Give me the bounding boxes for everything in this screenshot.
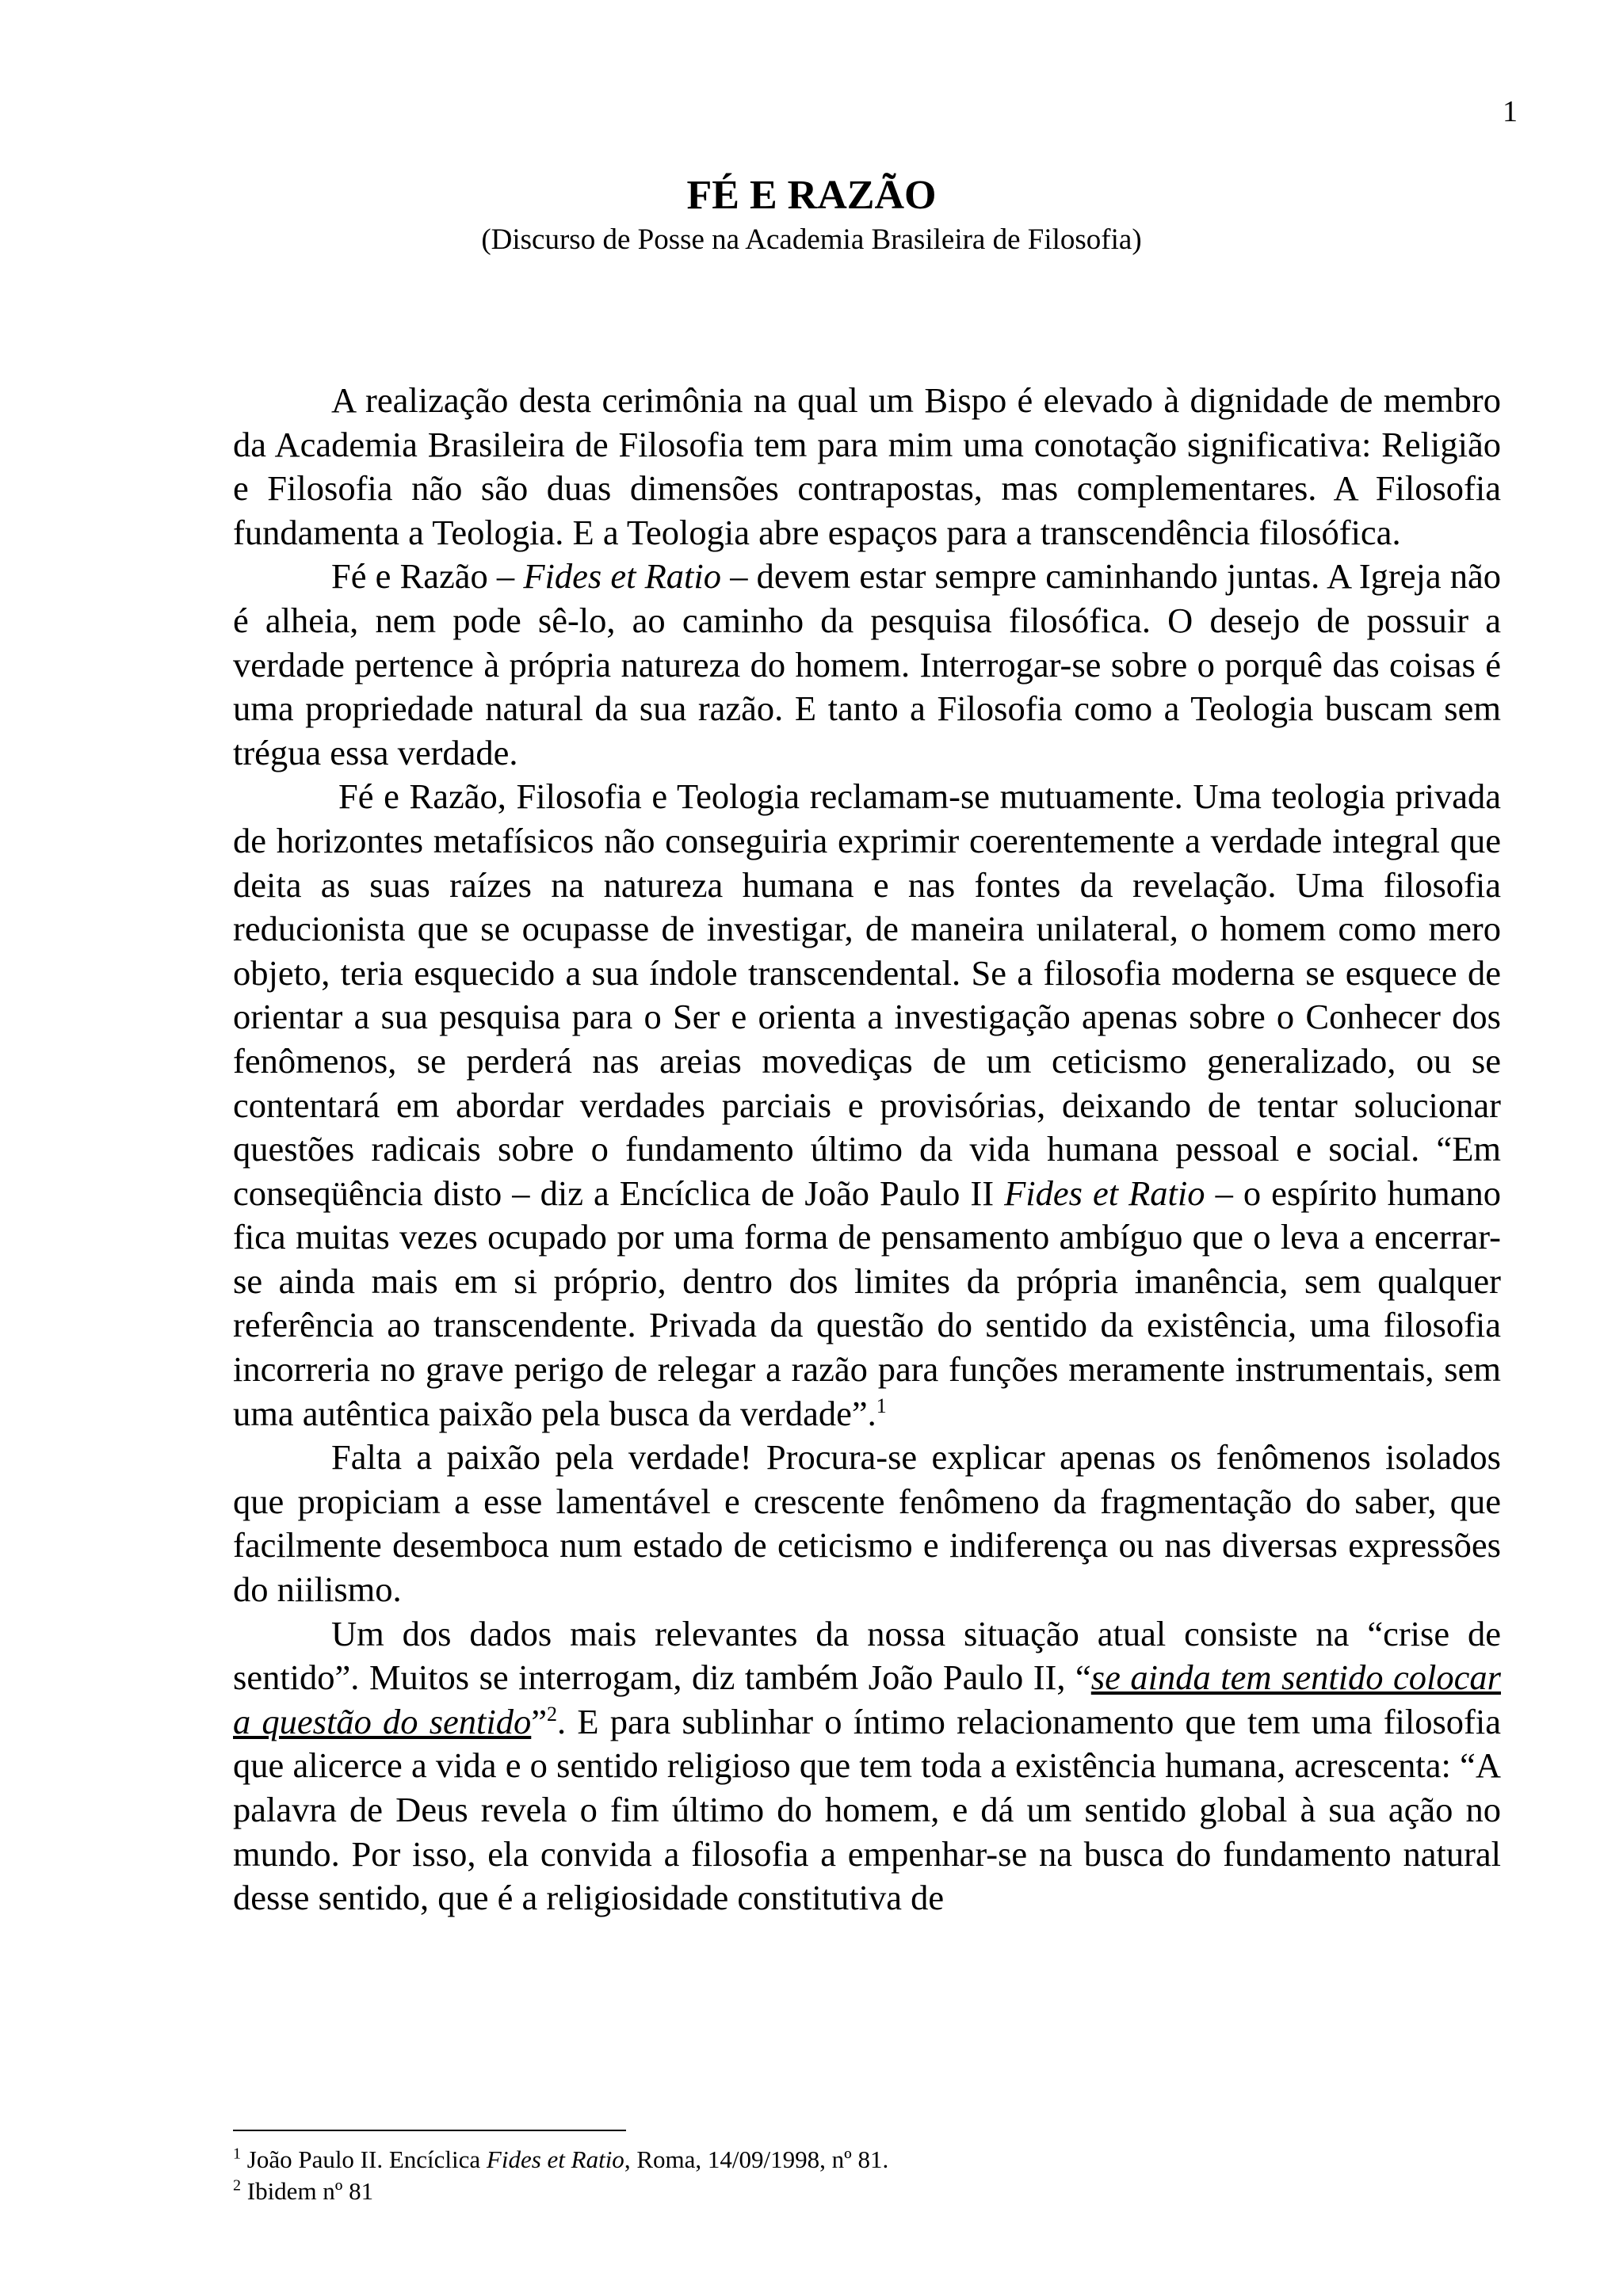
footnote-ref-1: 1 — [876, 1394, 887, 1417]
paragraph-5-text-b: ” — [531, 1701, 548, 1741]
footnote-1-text-b: , Roma, 14/09/1998, nº 81. — [624, 2145, 889, 2173]
page-number: 1 — [1503, 95, 1518, 128]
document-body — [233, 379, 1501, 1920]
paragraph-5 — [233, 1612, 1501, 1920]
title-block — [0, 173, 1623, 258]
paragraph-2-italic: Fides et Ratio — [523, 556, 722, 597]
footnotes — [233, 2144, 1501, 2207]
page-title: FÉ E RAZÃO — [686, 173, 937, 218]
page-subtitle: (Discurso de Posse na Academia Brasileira de Filosofia) — [481, 223, 1142, 257]
footnote-1 — [233, 2144, 1501, 2176]
footnote-1-italic: Fides et Ratio — [486, 2145, 624, 2173]
paragraph-2-text-a: Fé e Razão – — [331, 556, 524, 597]
paragraph-3-text-a: Fé e Razão, Filosofia e Teologia reclamam-se mutuamente. Uma teologia privada de horizontes metafísicos não conseguiria exprimir coerentemente a verdade integral que deita as suas raízes na natureza humana e nas fontes da revelação. Uma filosofia reducionista que se ocupasse de investigar, de maneira unilateral, o homem como mero objeto, teria esquecido a sua índole transcendental. Se a filosofia moderna se esquece de orientar a sua pesquisa para o Ser e orienta a investigação apenas sobre o Conhecer dos fenômenos, se perderá nas areias movediças de um ceticismo generalizado, ou se contentará em abordar verdades parciais e provisórias, deixando de tentar solucionar questões radicais sobre o fundamento último da vida humana pessoal e social. “Em conseqüência disto – diz a Encíclica de João Paulo II — [233, 776, 1501, 1213]
paragraph-3 — [233, 775, 1501, 1436]
footnote-2-number: 2 — [233, 2176, 241, 2195]
paragraph-3-italic: Fides et Ratio — [1004, 1173, 1205, 1213]
paragraph-2-text-b: – devem estar sempre caminhando juntas. A Igreja não é alheia, nem pode sê-lo, ao caminho da pesquisa filosófica. O desejo de possuir a verdade pertence à própria natureza do homem. Interrogar-se sobre o porquê das coisas é uma propriedade natural da sua razão. E tanto a Filosofia como a Teologia buscam sem trégua essa verdade. — [233, 556, 1501, 772]
paragraph-1 — [233, 379, 1501, 555]
paragraph-3-text-b: – o espírito humano fica muitas vezes ocupado por uma forma de pensamento ambíguo que o leva a encerrar-se ainda mais em si próprio, dentro dos limites da própria imanência, sem qualquer referência ao transcendente. Privada da questão do sentido da existência, uma filosofia incorreria no grave perigo de relegar a razão para funções meramente instrumentais, sem uma autêntica paixão pela busca da verdade”. — [233, 1173, 1502, 1433]
footnote-1-text-a: João Paulo II. Encíclica — [241, 2145, 487, 2173]
paragraph-5-text-c: . E para sublinhar o íntimo relacionamento que tem uma filosofia que alicerce a vida e o sentido religioso que tem toda a existência humana, acrescenta: “A palavra de Deus revela o fim último do homem, e dá um sentido global à sua ação no mundo. Por isso, ela convida a filosofia a empenhar-se na busca do fundamento natural desse sentido, que é a religiosidade constitutiva de — [233, 1701, 1501, 1918]
footnote-1-number: 1 — [233, 2145, 241, 2163]
paragraph-4 — [233, 1436, 1501, 1611]
paragraph-4-text: Falta a paixão pela verdade! Procura-se explicar apenas os fenômenos isolados que propiciam a esse lamentável e crescente fenômeno da fragmentação do saber, que facilmente desemboca num estado de ceticismo e indiferença ou nas diversas expressões do niilismo. — [233, 1437, 1501, 1610]
footnote-2-text: Ibidem nº 81 — [241, 2177, 374, 2205]
paragraph-1-text: A realização desta cerimônia na qual um Bispo é elevado à dignidade de membro da Academia Brasileira de Filosofia tem para mim uma conotação significativa: Religião e Filosofia não são duas dimensões contrapostas, mas complementares. A Filosofia fundamenta a Teologia. E a Teologia abre espaços para a transcendência filosófica. — [233, 380, 1501, 552]
footnote-2 — [233, 2176, 1501, 2207]
footnote-divider — [233, 2130, 626, 2131]
footnote-ref-2: 2 — [547, 1702, 558, 1726]
paragraph-2 — [233, 555, 1501, 775]
paragraph-5-underlined-quote: se ainda tem sentido colocar a questão do sentido — [233, 1657, 1501, 1741]
paragraph-5-text-a: Um dos dados mais relevantes da nossa situação atual consiste na “crise de sentido”. Muitos se interrogam, diz também João Paulo II, “ — [233, 1613, 1501, 1698]
